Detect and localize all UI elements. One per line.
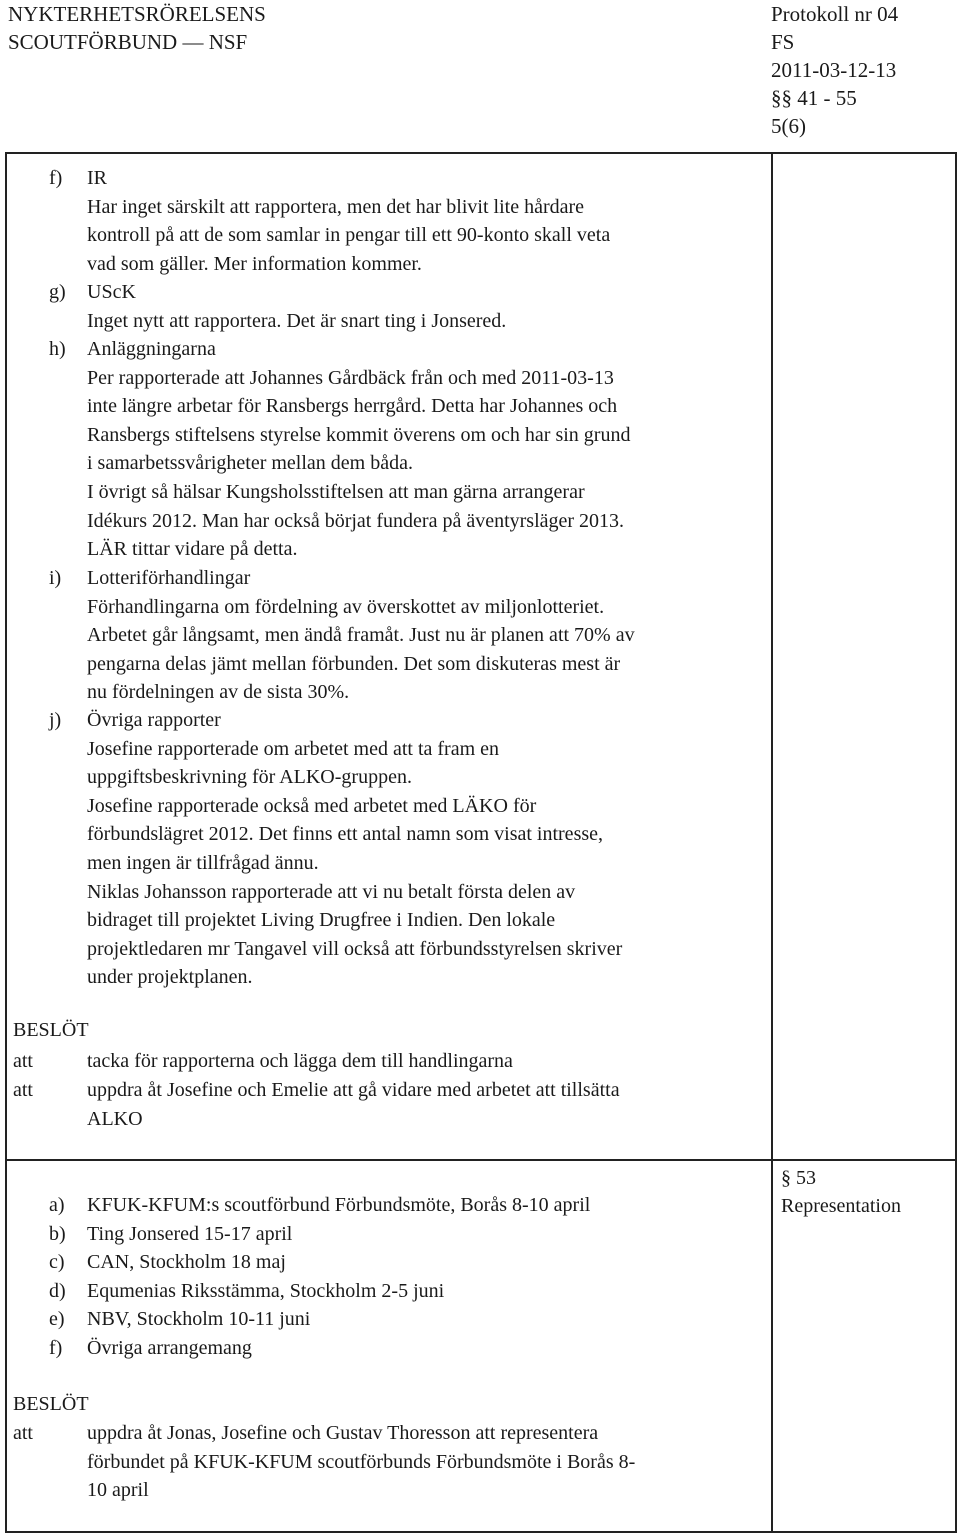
table-right-border [955,152,957,1533]
paragraph-heading [781,1164,956,1220]
decision-att: att [13,1050,33,1072]
table-top-border [5,152,957,154]
protocol-number: Protokoll nr 04 [771,2,899,26]
item-line: I övrigt så hälsar Kungsholsstiftelsen att man gärna arrangerar [87,480,585,503]
item-line: Josefine rapporterade också med arbetet med LÄKO för [87,794,537,817]
paragraph-number: § 53 [781,1167,816,1189]
item-line: kontroll på att de som samlar in pengar till ett 90-konto skall veta [87,224,611,247]
item-letter-e: e) [49,1308,65,1330]
item-letter-a: a) [49,1194,65,1216]
report-item-usck [87,278,777,335]
protocol-body: FS [771,30,795,54]
representation-item: Ting Jonsered 15-17 april [87,1223,293,1245]
item-title: Anläggningarna [87,338,216,360]
decision-line: uppdra åt Jonas, Josefine och Gustav Thoresson att representera [87,1422,599,1444]
org-name-line1: NYKTERHETSRÖRELSENS [8,2,266,26]
item-line: nu fördelningen av de sista 30%. [87,681,350,704]
decision-heading: BESLÖT [13,1019,89,1041]
item-title: UScK [87,281,136,303]
item-line: i samarbetssvårigheter mellan dem båda. [87,452,413,475]
decision-text [87,1419,777,1505]
report-item-ir [87,164,777,278]
representation-item: CAN, Stockholm 18 maj [87,1251,286,1273]
protocol-date: 2011-03-12-13 [771,58,897,82]
representation-item: KFUK-KFUM:s scoutförbund Förbundsmöte, Borås 8-10 april [87,1194,591,1216]
org-name-line2: SCOUTFÖRBUND — NSF [8,30,248,54]
report-item-ovriga [87,706,777,992]
decision-line: tacka för rapporterna och lägga dem till handlingarna [87,1050,513,1072]
protocol-header [771,0,898,140]
item-letter-g: g) [49,281,66,303]
item-line: LÄR tittar vidare på detta. [87,538,298,561]
item-line: förbundslägret 2012. Det finns ett antal namn som visat intresse, [87,823,604,846]
item-title: Övriga rapporter [87,709,221,731]
table-row-divider [5,1159,957,1161]
decision-line: uppdra åt Josefine och Emelie att gå vidare med arbetet att tillsätta [87,1079,620,1101]
item-line: under projektplanen. [87,966,253,989]
report-item-lotteri [87,564,777,707]
decision-text [87,1076,777,1133]
item-letter-h: h) [49,338,66,360]
item-line: inte längre arbetar för Ransbergs herrgård. Detta har Johannes och [87,395,618,418]
report-item-anlaggningarna [87,335,777,564]
decision-att: att [13,1422,33,1444]
table-left-border [5,152,7,1533]
item-line: men ingen är tillfrågad ännu. [87,851,319,874]
item-letter-c: c) [49,1251,65,1273]
item-line: Inget nytt att rapportera. Det är snart ting i Jonsered. [87,309,507,332]
decision-line: förbundet på KFUK-KFUM scoutförbunds Förbundsmöte i Borås 8- [87,1450,636,1473]
representation-item: Equmenias Riksstämma, Stockholm 2-5 juni [87,1280,445,1302]
item-line: Förhandlingarna om fördelning av överskottet av miljonlotteriet. [87,595,605,618]
decision-line: 10 april [87,1479,149,1502]
item-title: Lotteriförhandlingar [87,567,251,589]
item-line: uppgiftsbeskrivning för ALKO-gruppen. [87,766,412,789]
item-line: projektledaren mr Tangavel vill också att förbundsstyrelsen skriver [87,937,623,960]
item-letter-f: f) [49,1337,63,1359]
item-line: Har inget särskilt att rapportera, men det har blivit lite hårdare [87,195,585,218]
item-title: IR [87,167,107,189]
item-line: vad som gäller. Mer information kommer. [87,252,422,275]
decision-att: att [13,1079,33,1101]
item-letter-j: j) [49,709,62,731]
item-line: Josefine rapporterade om arbetet med att ta fram en [87,737,500,760]
item-letter-i: i) [49,567,62,589]
representation-item: NBV, Stockholm 10-11 juni [87,1308,311,1330]
item-letter-f: f) [49,167,63,189]
organization-header [8,0,266,56]
item-line: bidraget till projektet Living Drugfree i Indien. Den lokale [87,909,556,932]
item-letter-b: b) [49,1223,66,1245]
paragraph-title: Representation [781,1195,901,1217]
item-line: Ransbergs stiftelsens styrelse kommit överens om och har sin grund [87,423,631,446]
item-line: Idékurs 2012. Man har också börjat fundera på äventyrsläger 2013. [87,509,625,532]
item-line: pengarna delas jämt mellan förbunden. Det som diskuteras mest är [87,652,621,675]
item-line: Per rapporterade att Johannes Gårdbäck från och med 2011-03-13 [87,366,614,389]
page-number: 5(6) [771,114,806,138]
item-line: Arbetet går långsamt, men ändå framåt. Just nu är planen att 70% av [87,624,635,647]
decision-heading: BESLÖT [13,1393,89,1415]
table-bottom-border [5,1531,957,1533]
representation-item: Övriga arrangemang [87,1337,252,1359]
decision-line: ALKO [87,1107,143,1130]
item-letter-d: d) [49,1280,66,1302]
decision-text [87,1047,777,1076]
item-line: Niklas Johansson rapporterade att vi nu betalt första delen av [87,880,576,903]
protocol-paragraphs: §§ 41 - 55 [771,86,857,110]
